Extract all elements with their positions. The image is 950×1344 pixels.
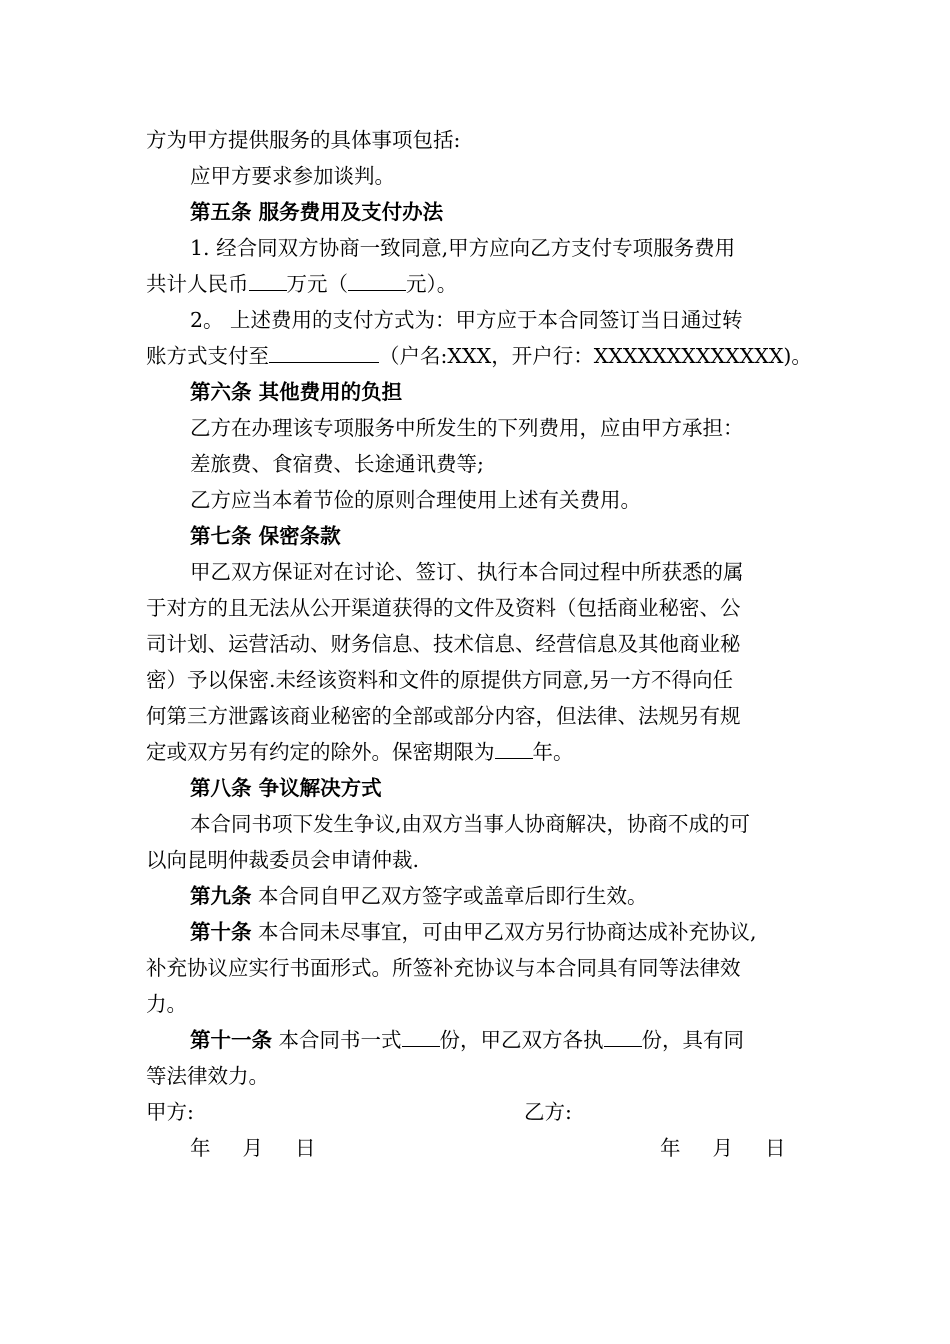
text-line: 密）予以保密.未经该资料和文件的原提供方同意,另一方不得向任 <box>146 668 734 692</box>
text-line: 补充协议应实行书面形式。所签补充协议与本合同具有同等法律效 <box>146 956 741 980</box>
article-5-heading: 第五条 服务费用及支付办法 <box>190 200 444 224</box>
text-line: 甲乙双方保证对在讨论、签订、执行本合同过程中所获悉的属 <box>190 560 744 584</box>
date-month: 月 <box>242 1136 263 1160</box>
blank-field <box>495 736 533 759</box>
text-line: 力。 <box>146 992 187 1016</box>
text-segment: 定或双方另有约定的除外。保密期限为 <box>146 740 495 764</box>
party-b-date <box>660 1130 786 1166</box>
text-line: 1. 经合同双方协商一致同意,甲方应向乙方支付专项服务费用 <box>190 236 736 260</box>
text-line <box>146 266 814 302</box>
text-line: 乙方在办理该专项服务中所发生的下列费用，应由甲方承担： <box>190 416 744 440</box>
date-day: 日 <box>295 1136 316 1160</box>
text-segment: 本合同未尽事宜，可由甲乙双方另行协商达成补充协议, <box>251 920 757 944</box>
date-year: 年 <box>190 1136 211 1160</box>
date-day: 日 <box>765 1136 786 1160</box>
party-a-label: 甲方: <box>146 1100 194 1124</box>
text-line: 以向昆明仲裁委员会申请仲裁. <box>146 848 420 872</box>
article-10-label: 第十条 <box>190 920 252 944</box>
blank-field <box>604 1024 642 1047</box>
text-line: 司计划、运营活动、财务信息、技术信息、经营信息及其他商业秘 <box>146 632 741 656</box>
text-segment: 份，甲乙双方各执 <box>439 1028 604 1052</box>
text-line: 差旅费、食宿费、长途通讯费等; <box>190 452 484 476</box>
blank-field <box>249 268 287 291</box>
text-segment: 万元（ <box>286 272 348 296</box>
article-11-label: 第十一条 <box>190 1028 272 1052</box>
text-line: 等法律效力。 <box>146 1064 269 1088</box>
text-segment: 本合同自甲乙双方签字或盖章后即行生效。 <box>251 884 648 908</box>
text-line: 乙方应当本着节俭的原则合理使用上述有关费用。 <box>190 488 641 512</box>
text-line <box>146 338 814 374</box>
blank-field <box>402 1024 440 1047</box>
blank-field <box>348 268 406 291</box>
text-line: 应甲方要求参加谈判。 <box>190 164 395 188</box>
text-segment: （户名:XXX，开户行：XXXXXXXXXXXXX)。 <box>379 344 812 368</box>
article-11 <box>146 1022 814 1058</box>
text-segment: 年。 <box>532 740 574 764</box>
article-6-heading: 第六条 其他费用的负担 <box>190 380 403 404</box>
text-line <box>146 734 814 770</box>
date-month: 月 <box>712 1136 733 1160</box>
text-segment: 共计人民币 <box>146 272 249 296</box>
text-line: 方为甲方提供服务的具体事项包括: <box>146 128 461 152</box>
text-segment: 账方式支付至 <box>146 344 269 368</box>
text-line: 何第三方泄露该商业秘密的全部或部分内容，但法律、法规另有规 <box>146 704 741 728</box>
article-7-heading: 第七条 保密条款 <box>190 524 341 548</box>
article-8-heading: 第八条 争议解决方式 <box>190 776 382 800</box>
signature-row <box>146 1094 814 1130</box>
article-10 <box>146 914 814 950</box>
article-9-label: 第九条 <box>190 884 252 908</box>
blank-field <box>269 340 379 363</box>
text-line: 于对方的且无法从公开渠道获得的文件及资料（包括商业秘密、公 <box>146 596 741 620</box>
text-segment: 份，具有同 <box>641 1028 745 1052</box>
text-segment: 元）。 <box>406 272 458 296</box>
text-line: 本合同书项下发生争议,由双方当事人协商解决，协商不成的可 <box>190 812 751 836</box>
text-line: 2。 上述费用的支付方式为：甲方应于本合同签订当日通过转 <box>190 308 743 332</box>
article-9 <box>146 878 814 914</box>
contract-page <box>146 122 814 1166</box>
date-year: 年 <box>660 1136 681 1160</box>
party-a-date <box>190 1130 316 1166</box>
text-segment: 本合同书一式 <box>272 1028 402 1052</box>
date-row <box>146 1130 814 1166</box>
party-b-label: 乙方: <box>524 1100 572 1124</box>
